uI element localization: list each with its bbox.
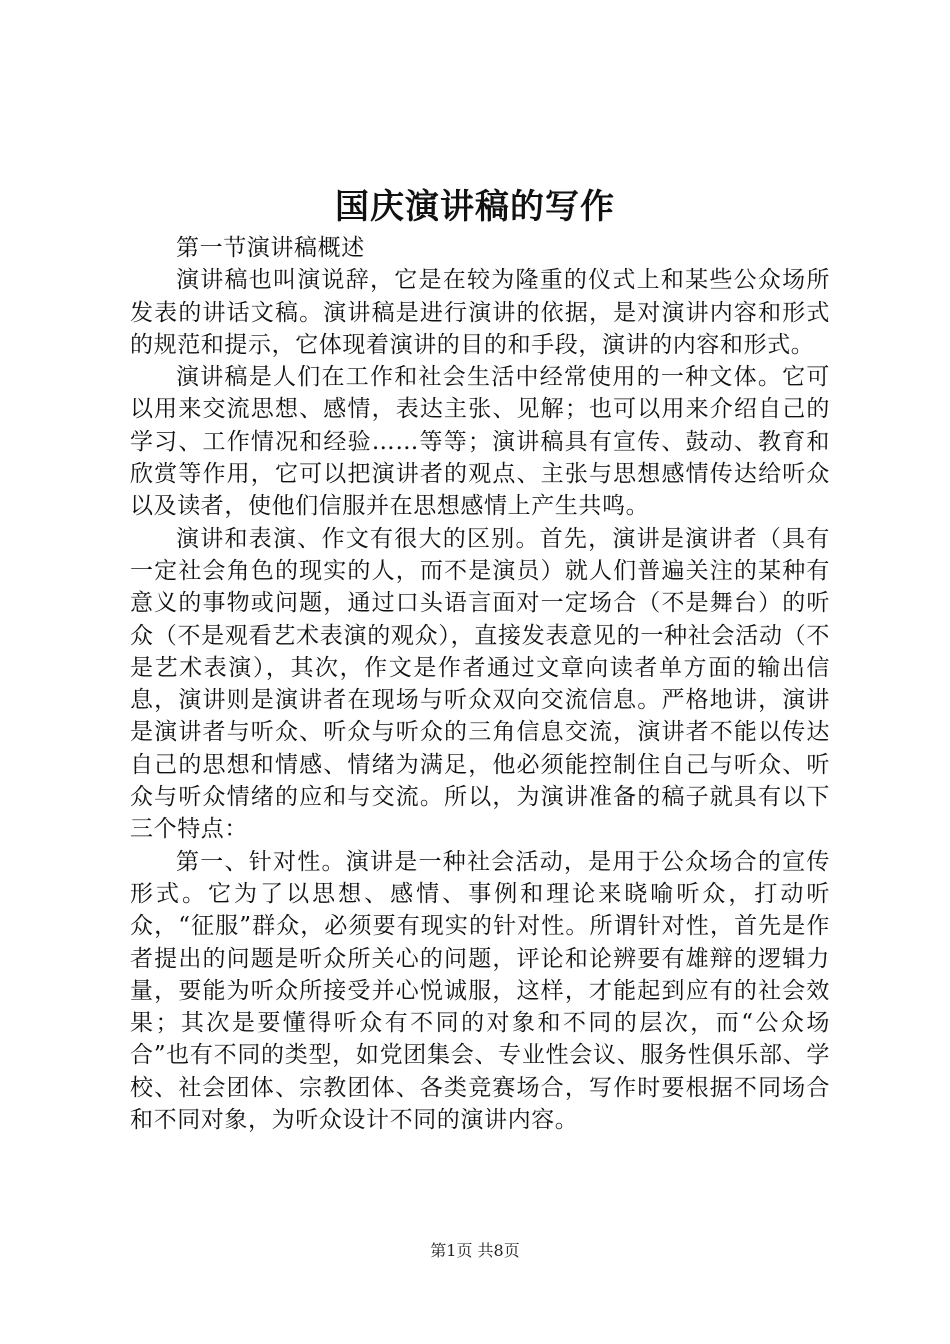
paragraph-definition: 演讲稿也叫演说辞，它是在较为隆重的仪式上和某些公众场所发表的讲话文稿。演讲稿是进行演讲的依据，是对演讲内容和形式的规范和提示，它体现着演讲的目的和手段，演讲的内容和形式。	[130, 267, 830, 358]
page-number-footer: 第1页 共8页	[430, 1241, 520, 1260]
document-title: 国庆演讲稿的写作	[335, 187, 615, 227]
paragraph-difference: 演讲和表演、作文有很大的区别。首先，演讲是演讲者（具有一定社会角色的现实的人，而不是演员）就人们普遍关注的某种有意义的事物或问题，通过口头语言面对一定场合（不是舞台）的听众（不是观看艺术表演的观众），直接发表意见的一种社会活动（不是艺术表演），其次，作文是作者通过文章向读者单方面的输出信息，演讲则是演讲者在现场与听众双向交流信息。严格地讲，演讲是演讲者与听众、听众与听众的三角信息交流，演讲者不能以传达自己的思想和情感、情绪为满足，他必须能控制住自己与听众、听众与听众情绪的应和与交流。所以，为演讲准备的稿子就具有以下三个特点：	[130, 525, 830, 843]
paragraph-targeting: 第一、针对性。演讲是一种社会活动，是用于公众场合的宣传形式。它为了以思想、感情、事例和理论来晓喻听众，打动听众，“征服”群众，必须要有现实的针对性。所谓针对性，首先是作者提出的问题是听众所关心的问题，评论和论辨要有雄辩的逻辑力量，要能为听众所接受并心悦诚服，这样，才能起到应有的社会效果；其次是要懂得听众有不同的对象和不同的层次，而“公众场合”也有不同的类型，如党团集会、专业性会议、服务性俱乐部、学校、社会团体、宗教团体、各类竞赛场合，写作时要根据不同场合和不同对象，为听众设计不同的演讲内容。	[130, 848, 830, 1134]
document-body	[130, 232, 830, 1136]
paragraph-purpose: 演讲稿是人们在工作和社会生活中经常使用的一种文体。它可以用来交流思想、感情，表达主张、见解；也可以用来介绍自己的学习、工作情况和经验……等等；演讲稿具有宣传、鼓动、教育和欣赏等作用，它可以把演讲者的观点、主张与思想感情传达给听众以及读者，使他们信服并在思想感情上产生共鸣。	[130, 364, 830, 520]
section-heading: 第一节演讲稿概述	[176, 235, 365, 261]
